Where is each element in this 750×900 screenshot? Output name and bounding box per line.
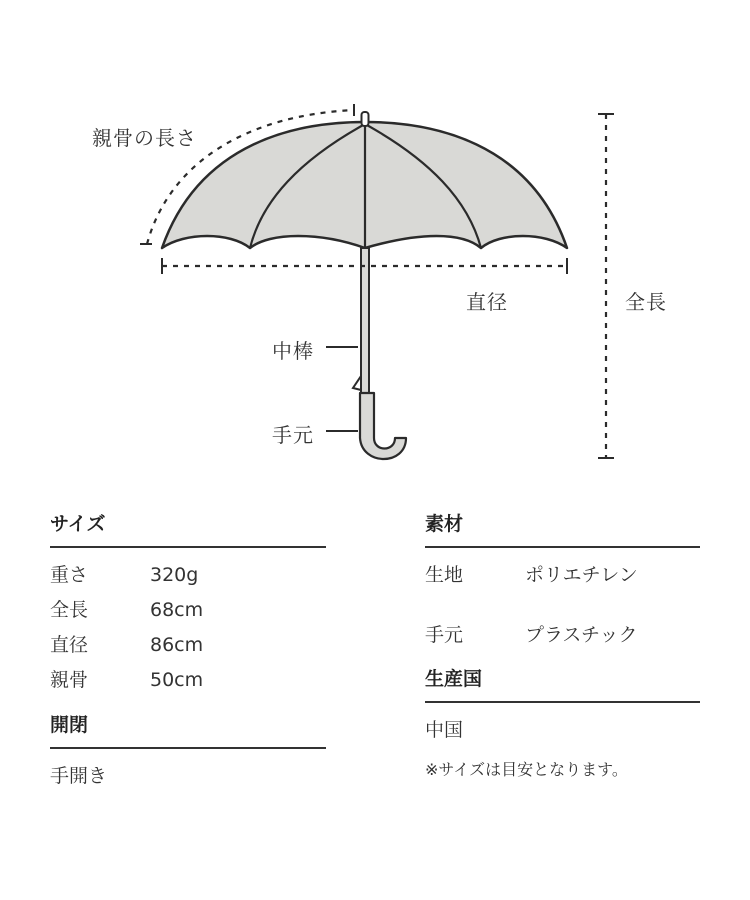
material-row bbox=[425, 618, 700, 653]
origin-title: 生産国 bbox=[425, 664, 700, 703]
origin-section bbox=[425, 664, 700, 748]
size-value: 68cm bbox=[150, 599, 204, 621]
size-section bbox=[50, 509, 326, 698]
material-label: 生地 bbox=[425, 564, 464, 586]
material-value: プラスチック bbox=[525, 624, 638, 646]
size-rows bbox=[50, 558, 326, 698]
size-label: 全長 bbox=[50, 599, 89, 621]
size-label: 親骨 bbox=[50, 669, 89, 691]
total-length-label: 全長 bbox=[625, 290, 667, 314]
material-rows bbox=[425, 558, 700, 653]
size-note: ※サイズは目安となります。 bbox=[425, 760, 628, 779]
rib-length-label: 親骨の長さ bbox=[92, 126, 197, 150]
material-value: ポリエチレン bbox=[525, 564, 638, 586]
size-value: 320g bbox=[150, 564, 199, 586]
material-section bbox=[425, 509, 700, 653]
diameter-label: 直径 bbox=[466, 290, 508, 314]
size-value: 50cm bbox=[150, 669, 204, 691]
size-row bbox=[50, 663, 326, 698]
size-label: 直径 bbox=[50, 634, 89, 656]
size-row bbox=[50, 593, 326, 628]
size-title: サイズ bbox=[50, 509, 326, 548]
material-label: 手元 bbox=[425, 624, 464, 646]
handle-label: 手元 bbox=[272, 423, 314, 447]
opening-section bbox=[50, 710, 326, 794]
umbrella-tip bbox=[362, 112, 369, 126]
umbrella-shaft bbox=[361, 248, 369, 393]
origin-value: 中国 bbox=[425, 719, 464, 741]
umbrella-runner bbox=[353, 376, 361, 390]
size-row bbox=[50, 628, 326, 663]
material-row bbox=[425, 558, 700, 593]
shaft-label: 中棒 bbox=[272, 339, 314, 363]
opening-title: 開閉 bbox=[50, 710, 326, 749]
material-title: 素材 bbox=[425, 509, 700, 548]
opening-value: 手開き bbox=[50, 765, 108, 787]
size-row bbox=[50, 558, 326, 593]
umbrella-handle bbox=[360, 393, 406, 459]
size-value: 86cm bbox=[150, 634, 204, 656]
size-label: 重さ bbox=[50, 564, 89, 586]
